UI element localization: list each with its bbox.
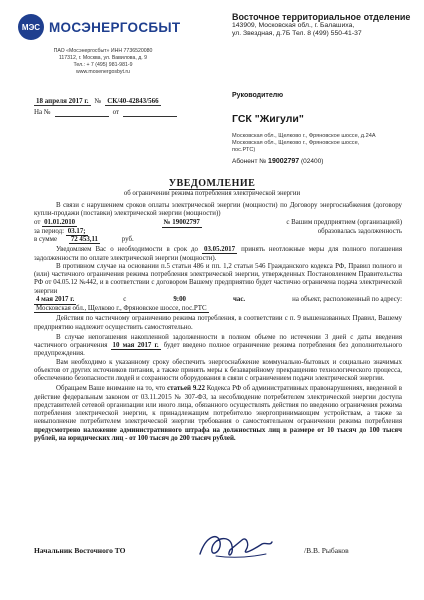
document-body — [34, 202, 402, 443]
sum-line: в сумме 72 453,11 руб. — [34, 236, 134, 243]
letter-date: 18 апреля 2017 г. — [36, 97, 89, 105]
recipient-block — [232, 92, 417, 165]
department-line: ул. Звездная, д.7Б Тел. 8 (499) 550-41-37 — [232, 30, 362, 37]
recipient-name: ГСК "Жигули" — [232, 113, 304, 125]
paragraph-4: Действия по частичному ограничению режима потребления, в соответствии с п. 9 вышеназванных Правил, Вашему предприятию надлежит осуществить самостоятельно. — [34, 315, 402, 331]
sender-line: ПАО «Мосэнергосбыт» ИНН 7736520080 — [53, 48, 153, 54]
subscriber-number — [232, 158, 417, 165]
paragraph-2: Уведомляем Вас о необходимости в срок до 03.05.2017 принять неотложные меры для полного погашения задолженности по оплате электрической энергии (мощности). — [34, 246, 402, 262]
sender-line: www.mosenergosbyt.ru — [76, 69, 130, 75]
document-subtitle: об ограничении режима потребления электрической энергии — [123, 190, 301, 197]
letter-number: СК/40-42843/566 — [107, 97, 159, 105]
subscriber-code: (02400) — [301, 158, 324, 165]
contract-line: от 01.01.2010 № 19002797 с Вашим предприятием (организацией) — [34, 219, 402, 228]
document-title: УВЕДОМЛЕНИЕ — [168, 178, 256, 189]
number-label: № — [94, 97, 102, 105]
limitation-date-line: 4 мая 2017 г. с 9:00 час. на объект, расположенный по адресу: — [34, 296, 402, 305]
recipient-role: Руководителю — [232, 92, 284, 99]
department-block — [232, 12, 422, 38]
company-logo — [18, 14, 180, 40]
logo-text: МОСЭНЕРГОСБЫТ — [49, 19, 181, 35]
paragraph-7: Обращаем Ваше внимание на то, что статьей 9.22 Кодекса РФ об административных правонарушениях, введенной в действие федеральным законом от 03.11.2015 № 307-ФЗ, за несоблюдение потребителем электрической энергии доступа представителей сетевой организации или иного лица, обязанного осуществлять действия по введению ограничения режима потребления электрической энергии, к принадлежащим потребителю энергопринимающим устройствам, а также за невыполнение потребителем электрической энергии требования о самостоятельном ограничении режима потребления предусмотрено наложение административного штрафа на должностных лиц в размере от 10 тысяч до 100 тысяч рублей, на юридических лиц - от 100 тысяч до 200 тысяч рублей. — [34, 385, 402, 442]
sender-line: 117312, г. Москва, ул. Вавилова, д. 9 — [58, 55, 148, 61]
signatory-position: Начальник Восточного ТО — [34, 546, 126, 555]
on-number-blank — [55, 108, 109, 117]
paragraph-1: В связи с нарушением сроков оплаты электрической энергии (мощности) по Договору энергоснабжения (договору купли-продажи (поставки) электрической энергии (мощности)) — [34, 202, 402, 218]
recipient-address — [232, 133, 417, 154]
reference-block — [34, 97, 194, 119]
on-number-label: На № — [34, 108, 51, 116]
paragraph-6: Вам необходимо к указанному сроку обеспечить энергоснабжение коммунально-бытовых и социально значимых объектов от других источников питания, а также принять меры к безаварийному прекращению технологического процесса, обеспечению безопасности людей и сохранности оборудования в связи с ограничением подачи электрической энергии. — [34, 358, 402, 382]
paragraph-5: В случае непогашения накопленной задолженности в полном объеме по истечении 3 дней с даты введения частичного ограничения 10 мая 2017 г. будет введено полное ограничение режима потребления без дополнительного предупреждения. — [34, 333, 402, 358]
from-blank — [123, 108, 177, 117]
sender-details — [48, 48, 158, 76]
handwritten-signature — [196, 528, 276, 562]
department-line: 143909, Московская обл., г. Балашиха, — [232, 22, 355, 29]
address-line: пос.РТС) — [232, 147, 256, 153]
logo-mark: МЭС — [18, 14, 44, 40]
signatory-name: /В.В. Рыбаков — [304, 546, 349, 555]
object-address-line: Московская обл., Щелково г., Фряновское шоссе, пос.РТС — [36, 305, 207, 312]
period-line: за период: 03.17; образовалась задолженность — [34, 227, 402, 235]
paragraph-3: В противном случае на основании п.5 статьи 486 и пп. 1,2 статьи 546 Гражданского кодекса РФ, Правил полного и (или) частичного ограничения режима потребления электрической энергии, утвержденных Постановлением Правительства РФ от 04.05.12 №442, и в соответствии с договором Вашему предприятию будет частично ограничена подача электрической энергии — [34, 262, 402, 295]
sender-line: Тел.: + 7 (495) 981-981-9 — [73, 62, 133, 68]
address-line: Московская обл., Щелково г., Фряновское шоссе, д.24А — [232, 133, 376, 139]
subscriber-value: 19002797 — [268, 158, 300, 165]
address-line: Московская обл., Щелково г., Фряновское шоссе, — [232, 140, 360, 146]
subscriber-label: Абонент № — [232, 158, 267, 165]
department-title: Восточное территориальное отделение — [232, 12, 411, 22]
from-label: от — [112, 108, 120, 116]
